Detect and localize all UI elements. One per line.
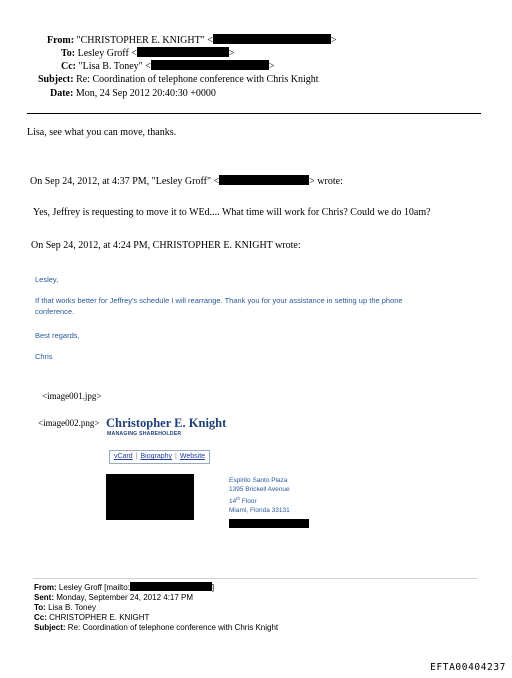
header-cc-label: Cc: (61, 61, 76, 72)
forwarded-to-label: To: (34, 603, 46, 612)
header-from-close: > (330, 35, 337, 46)
closing: Best regards, (35, 331, 80, 340)
vcard-link[interactable]: vCard (114, 453, 133, 460)
forwarded-sent-row (34, 593, 278, 603)
forwarded-cc-label: Cc: (34, 613, 47, 622)
header-from-label: From: (47, 35, 75, 46)
redacted-logo-block (106, 474, 194, 520)
forwarded-subject-label: Subject: (34, 623, 66, 632)
forwarded-from-label: From: (34, 583, 57, 592)
forwarded-cc-row (34, 613, 278, 623)
forwarded-from-row (34, 582, 278, 593)
header-to-close: > (228, 48, 235, 59)
signature-name: Christopher E. Knight (106, 416, 227, 430)
redaction-block (130, 582, 215, 592)
header-to-label: To: (61, 48, 76, 59)
header-to-value: Lesley Groff < (77, 48, 137, 59)
signature-title: MANAGING SHAREHOLDER (107, 431, 182, 437)
header-date-row (50, 88, 216, 100)
header-subject-label: Subject: (38, 74, 74, 85)
quote-header-1-suffix: > wrote: (309, 176, 343, 187)
header-from-row (47, 34, 337, 47)
address-floor-suffix: th (236, 496, 240, 501)
address-line-1: Espirito Santo Plaza (229, 477, 288, 484)
para-1-line-2: conference. (35, 307, 75, 316)
website-link[interactable]: Website (179, 453, 206, 460)
quote-header-1 (30, 175, 343, 187)
address-floor-word: Floor (240, 498, 257, 506)
address-floor-number: 14 (229, 498, 237, 506)
redaction-block (229, 519, 309, 528)
signoff: Chris (35, 352, 53, 361)
header-to-row (61, 47, 235, 60)
greeting: Lesley, (35, 275, 59, 284)
header-divider (27, 113, 481, 114)
header-from-value: "CHRISTOPHER E. KNIGHT" < (76, 35, 213, 46)
forward-divider (33, 578, 477, 579)
forwarded-subject-value: Re: Coordination of telephone conference with Chris Knight (65, 623, 279, 632)
quote-header-1-prefix: On Sep 24, 2012, at 4:37 PM, "Lesley Groff" < (30, 176, 220, 187)
signature-links (109, 450, 210, 464)
header-subject-value: Re: Coordination of telephone conference with Chris Knight (76, 74, 319, 85)
signature-address (229, 476, 290, 515)
address-line-2: 1395 Brickell Avenue (229, 486, 290, 493)
link-separator: | (135, 453, 138, 460)
forwarded-from-close: ] (211, 583, 215, 592)
image-placeholder-1: <image001.jpg> (42, 391, 102, 401)
image-placeholder-2: <image002.png> (38, 418, 100, 428)
forwarded-sent-label: Sent: (34, 593, 54, 602)
forwarded-cc-value: CHRISTOPHER E. KNIGHT (46, 613, 150, 622)
header-cc-close: > (268, 61, 275, 72)
forwarded-to-value: Lisa B. Toney (45, 603, 96, 612)
header-subject-row (38, 74, 319, 86)
para-1-line-1: If that works better for Jeffrey's schedule I will rearrange. Thank you for your assistance in setting up the phone (35, 296, 403, 305)
header-cc-row (61, 60, 275, 73)
forwarded-subject-row (34, 623, 278, 633)
forwarded-header (34, 582, 278, 633)
address-line-3 (229, 494, 290, 506)
document-stamp: EFTA00404237 (430, 662, 506, 673)
biography-link[interactable]: Biography (140, 453, 173, 460)
redaction-block (213, 34, 331, 44)
redaction-block (219, 175, 309, 185)
reply-text-1: Yes, Jeffrey is requesting to move it to WEd.... What time will work for Chris? Could we do 10am? (33, 207, 431, 218)
redaction-block (137, 47, 229, 57)
forwarded-from-value: Lesley Groff [mailto: (56, 583, 130, 592)
header-date-label: Date: (50, 88, 74, 99)
quote-header-2: On Sep 24, 2012, at 4:24 PM, CHRISTOPHER E. KNIGHT wrote: (31, 240, 301, 251)
forwarded-sent-value: Monday, September 24, 2012 4:17 PM (54, 593, 194, 602)
redaction-block (151, 60, 269, 70)
body-line-1: Lisa, see what you can move, thanks. (27, 127, 177, 138)
address-line-4: Miami, Florida 33131 (229, 507, 290, 515)
header-date-value: Mon, 24 Sep 2012 20:40:30 +0000 (75, 88, 216, 99)
forwarded-to-row (34, 603, 278, 613)
link-separator: | (175, 453, 177, 460)
header-cc-value: "Lisa B. Toney" < (78, 61, 151, 72)
